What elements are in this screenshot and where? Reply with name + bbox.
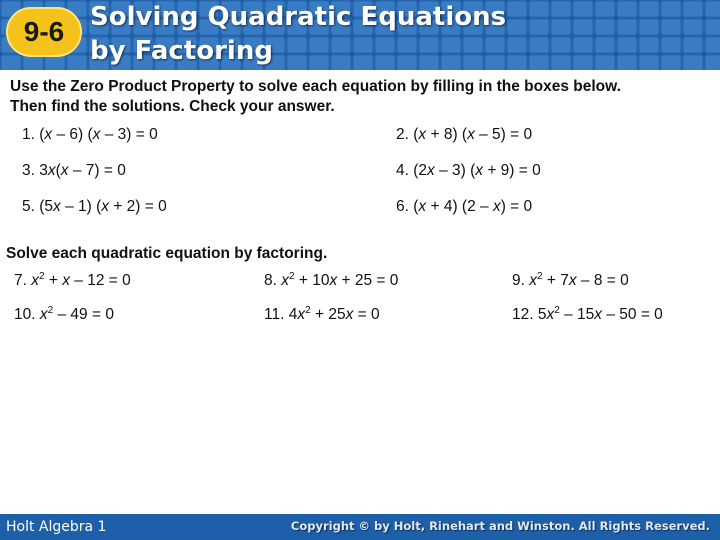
footer-bar — [0, 514, 720, 540]
problem-10: 10. $x^2 - 49 = 0$ — [14, 305, 114, 323]
instructions-line-1: Use the Zero Product Property to solve each equation by filling in the boxes below. — [10, 78, 621, 95]
problem-11: 11. $4x^2 + 25x = 0$ — [264, 305, 380, 323]
problem-4: 4. (2x – 3) (x + 9) = 0 — [396, 162, 541, 179]
lesson-badge: 9-6 — [6, 7, 82, 57]
problem-9: 9. $x^2 + 7x - 8 = 0$ — [512, 271, 629, 289]
problem-3: 3. 3x(x – 7) = 0 — [22, 162, 126, 179]
footer-book-title: Holt Algebra 1 — [6, 519, 107, 535]
problem-12: 12. $5x^2 - 15x - 50 = 0$ — [512, 305, 663, 323]
problem-6: 6. (x + 4) (2 – x) = 0 — [396, 198, 533, 215]
header-banner — [0, 0, 720, 70]
problem-2: 2. (x + 8) (x – 5) = 0 — [396, 126, 533, 143]
section-2-heading: Solve each quadratic equation by factoring. — [6, 245, 328, 262]
problem-1: 1. (x – 6) (x – 3) = 0 — [22, 126, 158, 143]
title-line-2: by Factoring — [90, 36, 273, 66]
title-line-1: Solving Quadratic Equations — [90, 2, 507, 32]
problem-5: 5. (5x – 1) (x + 2) = 0 — [22, 198, 167, 215]
footer-copyright: Copyright © by Holt, Rinehart and Winston. All Rights Reserved. — [290, 519, 710, 533]
instructions-line-2: Then find the solutions. Check your answer. — [10, 98, 335, 115]
problem-8: 8. $x^2 + 10x + 25 = 0$ — [264, 271, 399, 289]
page-title — [90, 0, 506, 68]
instructions — [10, 77, 710, 117]
problem-7: 7. $x^2 + x - 12 = 0$ — [14, 271, 131, 289]
